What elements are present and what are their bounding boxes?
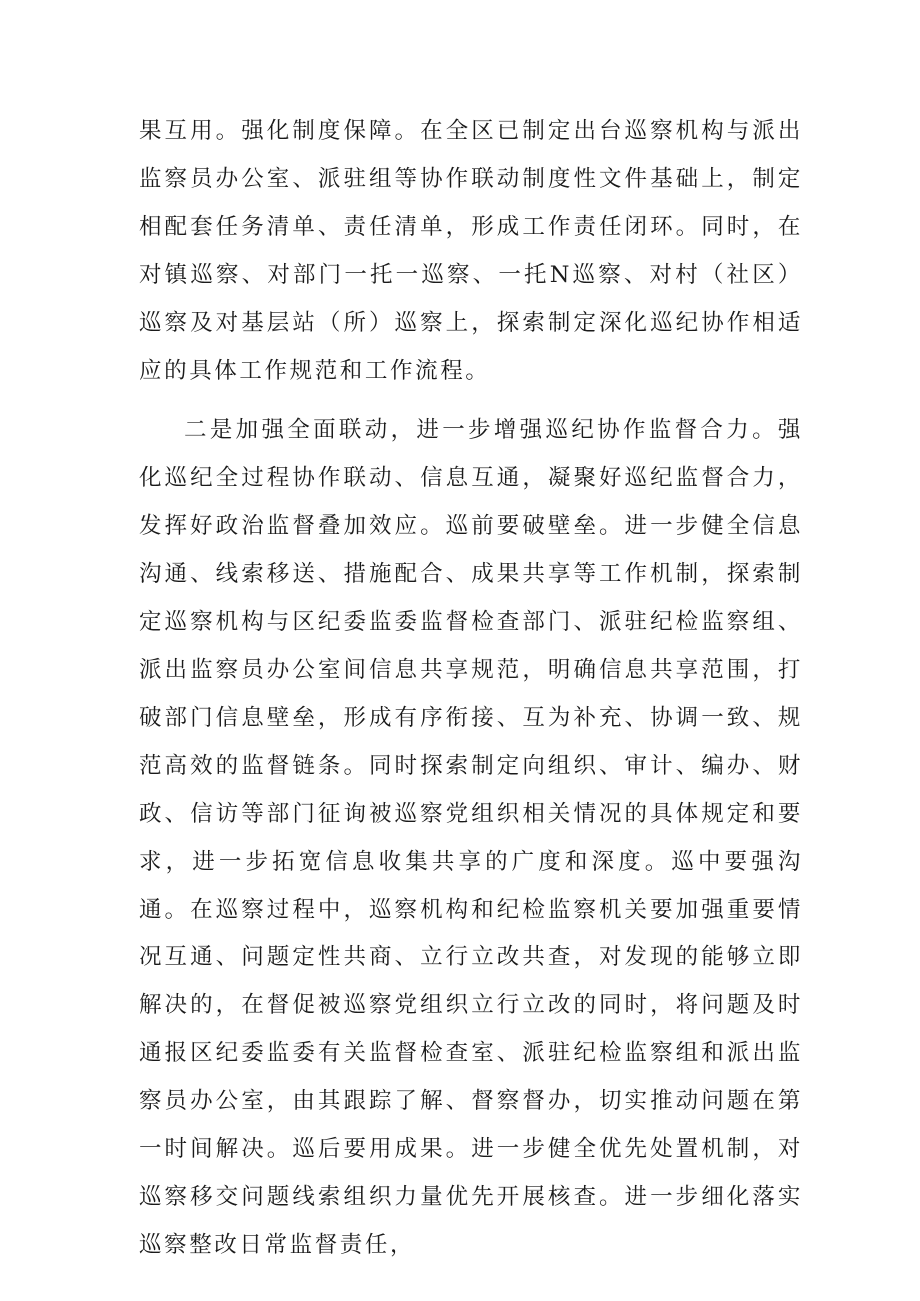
document-body bbox=[139, 108, 803, 1270]
paragraph-2: 二是加强全面联动，进一步增强巡纪协作监督合力。强化巡纪全过程协作联动、信息互通，凝聚好巡纪监督合力，发挥好政治监督叠加效应。巡前要破壁垒。进一步健全信息沟通、线索移送、措施配合、成果共享等工作机制，探索制定巡察机构与区纪委监委监督检查部门、派驻纪检监察组、派出监察员办公室间信息共享规范，明确信息共享范围，打破部门信息壁垒，形成有序衔接、互为补充、协调一致、规范高效的监督链条。同时探索制定向组织、审计、编办、财政、信访等部门征询被巡察党组织相关情况的具体规定和要求，进一步拓宽信息收集共享的广度和深度。巡中要强沟通。在巡察过程中，巡察机构和纪检监察机关要加强重要情况互通、问题定性共商、立行立改共查，对发现的能够立即解决的，在督促被巡察党组织立行立改的同时，将问题及时通报区纪委监委有关监督检查室、派驻纪检监察组和派出监察员办公室，由其跟踪了解、督察督办，切实推动问题在第一时间解决。巡后要用成果。进一步健全优先处置机制，对巡察移交问题线索组织力量优先开展核查。进一步细化落实巡察整改日常监督责任， bbox=[139, 417, 803, 1258]
paragraph-1: 果互用。强化制度保障。在全区已制定出台巡察机构与派出监察员办公室、派驻组等协作联动制度性文件基础上，制定相配套任务清单、责任清单，形成工作责任闭环。同时，在对镇巡察、对部门一托一巡察、一托N巡察、对村（社区）巡察及对基层站（所）巡察上，探索制定深化巡纪协作相适应的具体工作规范和工作流程。 bbox=[139, 118, 803, 384]
